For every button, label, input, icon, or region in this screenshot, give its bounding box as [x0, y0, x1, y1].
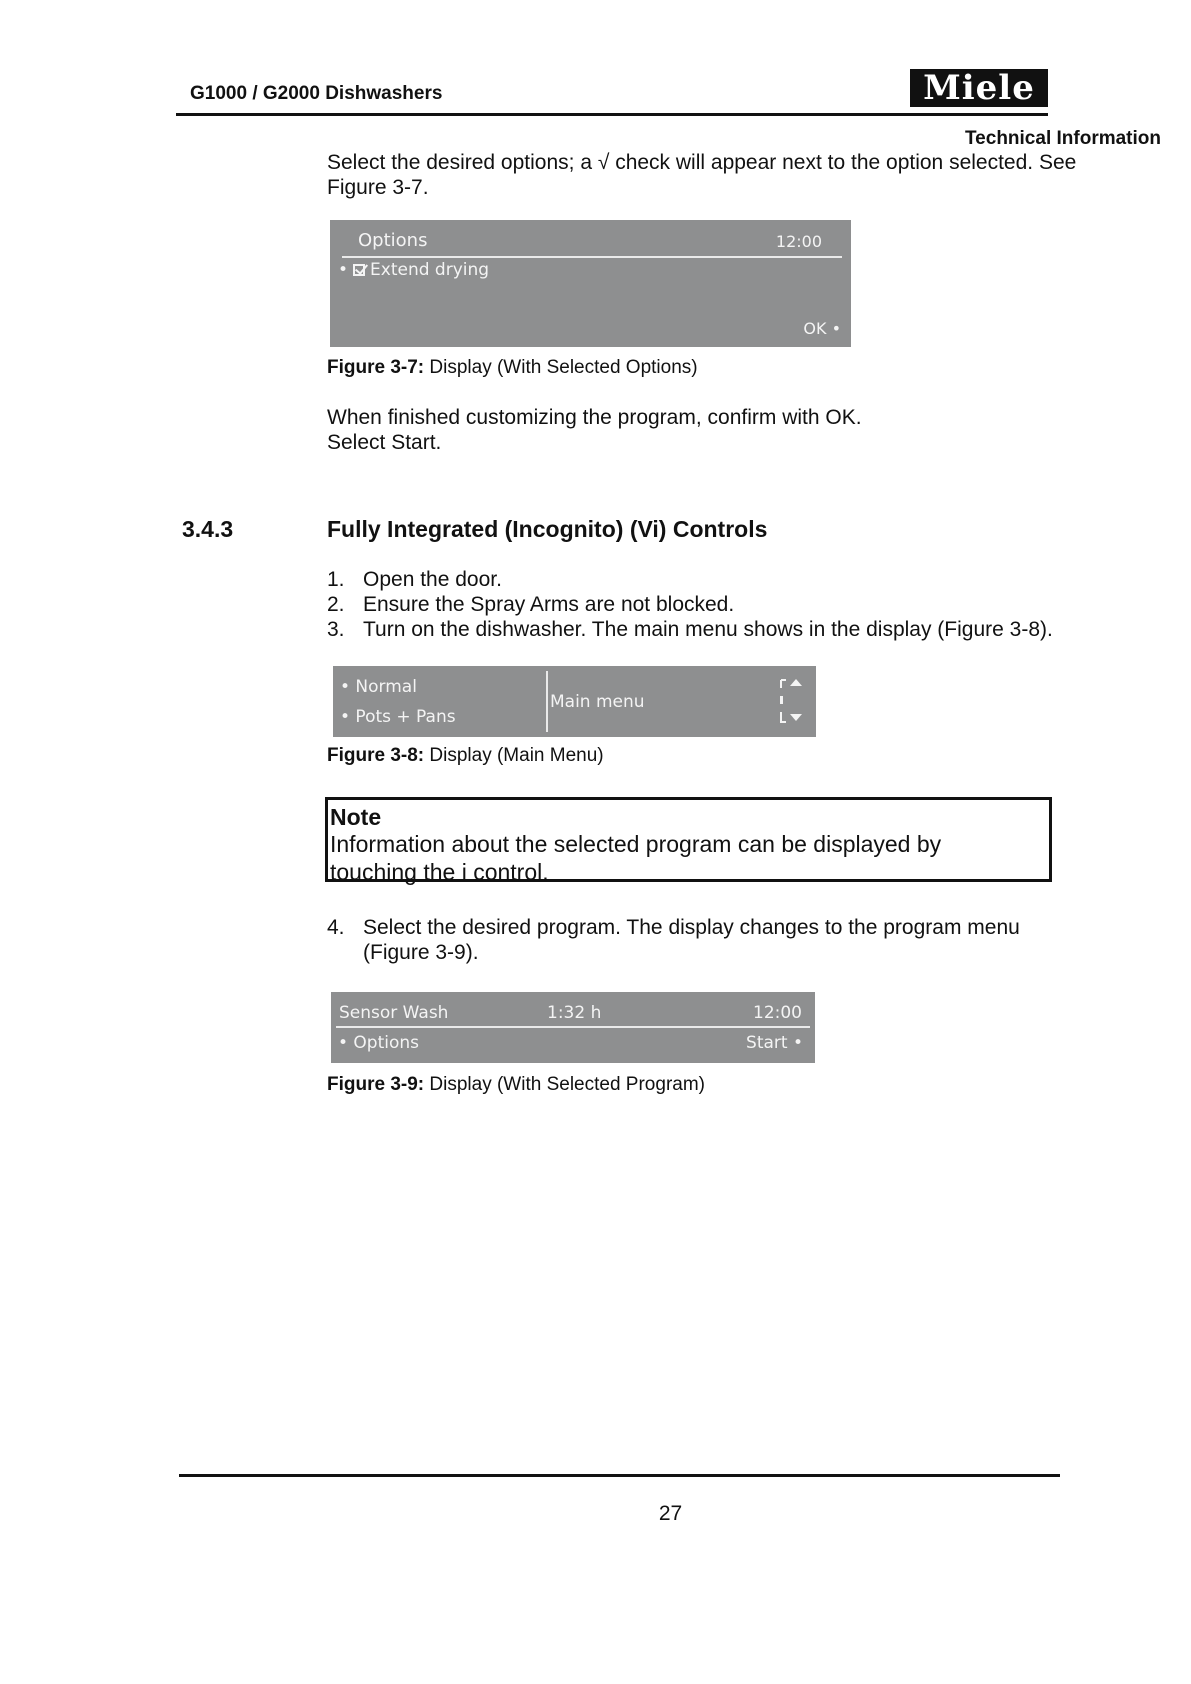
section-number: 3.4.3 [182, 516, 234, 542]
display-divider [336, 1026, 810, 1028]
caption-label: Figure 3-9: [327, 1074, 425, 1095]
options-label: • Options [338, 1033, 420, 1053]
display-clock: 12:00 [775, 232, 822, 251]
option-label: Extend drying [370, 260, 490, 280]
step-text: Ensure the Spray Arms are not blocked. [363, 593, 735, 616]
scroll-arrows-icon [778, 676, 804, 726]
note-text: Information about the selected program can be displayed by touching the i control. [330, 831, 942, 885]
display-divider [342, 256, 842, 258]
caption-text: Display (With Selected Options) [429, 357, 698, 378]
note-box [325, 797, 1052, 885]
intro-paragraph: Select the desired options; a √ check will appear next to the option selected. See Figure 3-7. [327, 151, 1077, 199]
miele-logo: Miele [910, 69, 1048, 107]
confirm-line-2: Select Start. [327, 431, 442, 454]
step-text: Select the desired program. The display changes to the program menu (Figure 3-9). [363, 916, 1020, 964]
document-title: G1000 / G2000 Dishwashers [190, 83, 443, 104]
program-duration: 1:32 h [547, 1003, 602, 1023]
section-heading: Fully Integrated (Incognito) (Vi) Controls [327, 516, 768, 542]
footer-divider [179, 1474, 1060, 1477]
list-item [327, 567, 1053, 592]
step-text: Open the door. [363, 568, 502, 591]
program-name: Sensor Wash [339, 1003, 449, 1023]
start-label: Start • [746, 1033, 803, 1053]
section-label: Technical Information [964, 128, 1161, 149]
caption-text: Display (Main Menu) [429, 745, 604, 766]
step-number: 4. [327, 916, 345, 939]
page-number: 27 [658, 1502, 683, 1525]
header-divider [176, 113, 1048, 116]
menu-item-pots-pans: • Pots + Pans [340, 707, 456, 727]
figure-3-8-display [333, 666, 816, 737]
step-number: 2. [327, 593, 345, 616]
main-menu-label: Main menu [550, 692, 645, 712]
option-bullet: • [338, 260, 349, 280]
list-item [327, 592, 1053, 617]
list-item [327, 617, 1053, 642]
step-number: 1. [327, 568, 345, 591]
confirm-paragraph [327, 405, 862, 455]
list-item [327, 915, 1087, 965]
display-title: Options [358, 230, 428, 251]
figure-3-9-caption [327, 1074, 705, 1096]
step-text: Turn on the dishwasher. The main menu shows in the display (Figure 3-8). [363, 618, 1053, 641]
steps-list-continued [327, 915, 1087, 965]
figure-3-7-display [330, 220, 851, 347]
display-ok: OK • [803, 319, 841, 338]
display-separator [546, 671, 548, 732]
figure-3-8-caption [327, 745, 604, 767]
note-title: Note [330, 804, 382, 830]
caption-text: Display (With Selected Program) [429, 1074, 705, 1095]
figure-3-7-caption [327, 357, 698, 379]
option-row [338, 260, 489, 280]
caption-label: Figure 3-7: [327, 357, 425, 378]
menu-item-normal: • Normal [340, 677, 417, 697]
steps-list [327, 567, 1053, 642]
confirm-line-1: When finished customizing the program, confirm with OK. [327, 406, 862, 429]
caption-label: Figure 3-8: [327, 745, 425, 766]
figure-3-9-display [331, 992, 815, 1063]
checkbox-checked-icon [353, 264, 365, 276]
step-number: 3. [327, 618, 345, 641]
display-clock: 12:00 [753, 1003, 802, 1023]
